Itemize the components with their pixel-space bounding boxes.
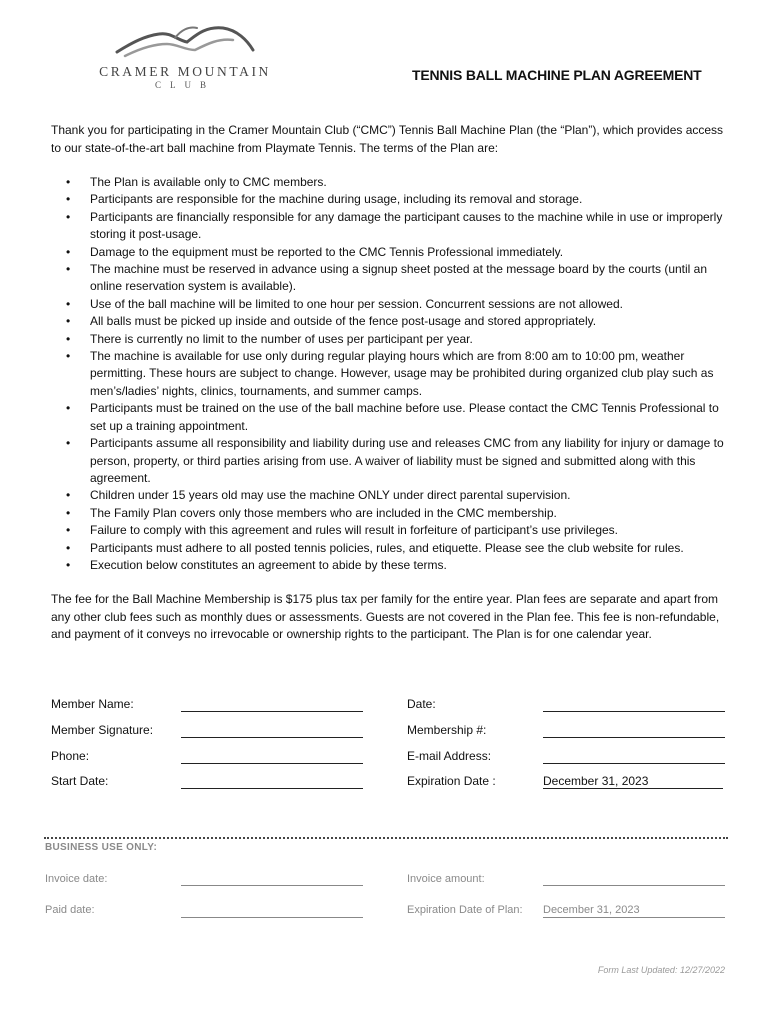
plan-expiration-value: December 31, 2023: [543, 904, 640, 916]
paid-date-field[interactable]: [181, 917, 363, 918]
email-field[interactable]: [543, 763, 725, 764]
bullet-icon: •: [66, 209, 71, 224]
bullet-icon: •: [66, 331, 71, 346]
term-item: • Participants are responsible for the machine during usage, including its removal and storage.: [51, 191, 731, 208]
term-item: • Failure to comply with this agreement and rules will result in forfeiture of participant’s use privileges.: [51, 522, 731, 539]
term-item: • Participants assume all responsibility and liability during use and releases CMC from any liability for injury or damage to person, property, or third parties arising from use. A waiver of liability must be signed and submitted along with this agreement.: [66, 436, 724, 485]
bullet-icon: •: [66, 488, 71, 503]
form-updated-note: Form Last Updated: 12/27/2022: [597, 965, 725, 975]
bullet-icon: •: [66, 192, 71, 207]
bullet-icon: •: [66, 314, 71, 329]
expiration-date-field: [543, 788, 723, 789]
plan-expiration-label: Expiration Date of Plan:: [407, 904, 523, 916]
date-label: Date:: [407, 697, 436, 711]
member-signature-label: Member Signature:: [51, 723, 154, 737]
bullet-icon: •: [66, 523, 71, 538]
bullet-icon: •: [66, 540, 71, 555]
club-logo: [85, 22, 285, 92]
date-field[interactable]: [543, 711, 725, 712]
member-signature-field[interactable]: [181, 737, 363, 738]
phone-label: Phone:: [51, 749, 90, 763]
term-item: • Participants are financially responsible for any damage the participant causes to the machine while in use or improperly storing it post-usage.: [66, 209, 723, 242]
term-item: • Participants must be trained on the use of the ball machine before use. Please contact the CMC Tennis Professional to set up a training appointment.: [66, 401, 719, 433]
invoice-amount-label: Invoice amount:: [407, 873, 485, 885]
term-item: • The Plan is available only to CMC members.: [51, 174, 731, 191]
invoice-date-label: Invoice date:: [45, 873, 108, 885]
start-date-label: Start Date:: [51, 774, 109, 788]
bullet-icon: •: [66, 557, 71, 572]
bullet-icon: •: [66, 244, 71, 259]
mountain-logo-icon: [115, 22, 255, 64]
term-item: • All balls must be picked up inside and outside of the fence post-usage and stored appropriately.: [51, 313, 731, 330]
bullet-icon: •: [66, 262, 71, 277]
business-use-heading: BUSINESS USE ONLY:: [45, 842, 158, 853]
expiration-date-label: Expiration Date :: [407, 774, 496, 788]
fee-paragraph: The fee for the Ball Machine Membership is $175 plus tax per family for the entire year. Plan fees are separate and apart from any other club fees such as monthly dues or assessments. Guests are not covered in the Plan fee. This fee is non-refundable, and payment of it conveys no irrevocable or ownership rights to the participant. The Plan is for one calendar year.: [51, 592, 720, 641]
invoice-date-field[interactable]: [181, 885, 363, 886]
logo-name: CRAMER MOUNTAIN: [99, 64, 271, 79]
term-item: • Damage to the equipment must be reported to the CMC Tennis Professional immediately.: [51, 244, 731, 261]
start-date-field[interactable]: [181, 788, 363, 789]
term-item: • The Family Plan covers only those members who are included in the CMC membership.: [51, 505, 731, 522]
plan-expiration-field: [543, 917, 725, 918]
member-name-field[interactable]: [181, 711, 363, 712]
bullet-icon: •: [66, 349, 71, 364]
intro-paragraph: Thank you for participating in the Cramer Mountain Club (“CMC”) Tennis Ball Machine Plan (the “Plan”), which provides access to our state-of-the-art ball machine from Playmate Tennis. The terms of the Plan are:: [51, 123, 724, 155]
term-item: • The machine must be reserved in advance using a signup sheet posted at the message board by the courts (until an online reservation system is available).: [66, 262, 708, 294]
terms-list: [51, 174, 731, 574]
term-item: • There is currently no limit to the number of uses per participant per year.: [51, 331, 731, 348]
term-item: • Participants must adhere to all posted tennis policies, rules, and etiquette. Please see the club website for rules.: [51, 540, 731, 557]
bullet-icon: •: [66, 436, 71, 451]
membership-number-label: Membership #:: [407, 723, 487, 737]
term-item: • Children under 15 years old may use the machine ONLY under direct parental supervision.: [51, 487, 731, 504]
document-title: TENNIS BALL MACHINE PLAN AGREEMENT: [412, 67, 702, 83]
bullet-icon: •: [66, 296, 71, 311]
member-name-label: Member Name:: [51, 697, 134, 711]
logo-subtitle: CLUB: [154, 80, 215, 90]
bullet-icon: •: [66, 401, 71, 416]
invoice-amount-field[interactable]: [543, 885, 725, 886]
email-label: E-mail Address:: [407, 749, 492, 763]
section-divider: [44, 837, 728, 839]
membership-number-field[interactable]: [543, 737, 725, 738]
bullet-icon: •: [66, 505, 71, 520]
bullet-icon: •: [66, 175, 71, 189]
paid-date-label: Paid date:: [45, 904, 95, 916]
term-item: • The machine is available for use only during regular playing hours which are from 8:00 am to 10:00 pm, weather permitting. These hours are subject to change. However, usage may be prohibited during organized club play such as men’s/ladies’ nights, clinics, tournaments, and summer camps.: [66, 349, 714, 398]
term-item: • Execution below constitutes an agreement to abide by these terms.: [51, 557, 731, 574]
term-item: • Use of the ball machine will be limited to one hour per session. Concurrent sessions are not allowed.: [51, 296, 731, 313]
phone-field[interactable]: [181, 763, 363, 764]
expiration-date-value: December 31, 2023: [543, 774, 649, 788]
